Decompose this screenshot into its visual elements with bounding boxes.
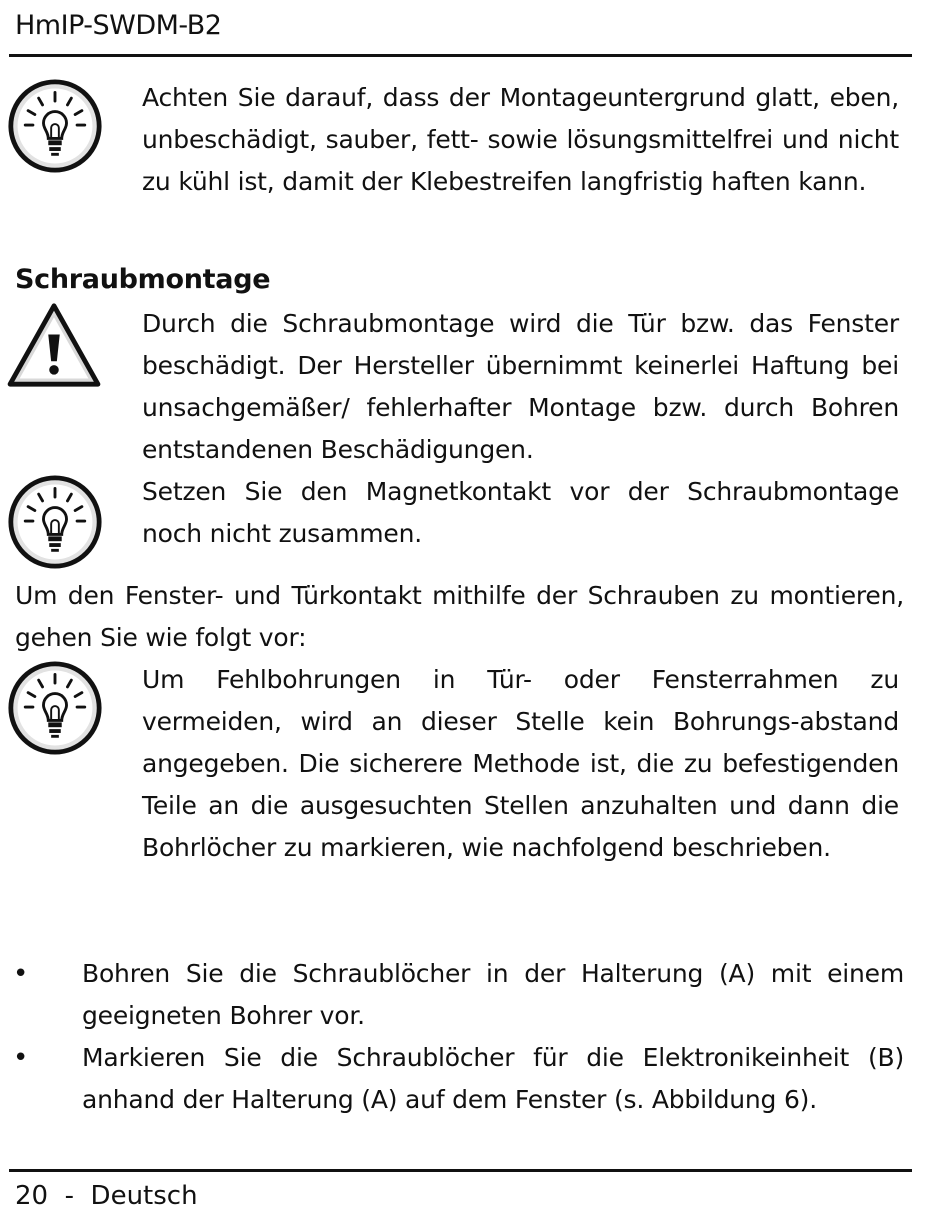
- lightbulb-icon: [7, 660, 103, 756]
- section-heading: Schraubmontage: [15, 264, 271, 295]
- tip-text-magnet-contact: Setzen Sie den Magnetkontakt vor der Schraubmontage noch nicht zusammen.: [142, 477, 899, 548]
- warning-text-screw-mounting: Durch die Schraubmontage wird die Tür bzw. das Fenster beschädigt. Der Hersteller übernimmt keinerlei Haftung bei unsachgemäßer/ fehlerhafter Montage bzw. durch Bohren entstandenen Beschädigungen.: [142, 309, 899, 464]
- footer-separator: -: [64, 1181, 75, 1211]
- list-item: Markieren Sie die Schraublöcher für die Elektronikeinheit (B) anhand der Halterung (A) auf dem Fenster (s. Abbildung 6).: [82, 1043, 904, 1114]
- header-divider: [9, 54, 912, 57]
- lightbulb-icon: [7, 78, 103, 174]
- footer-language: Deutsch: [90, 1181, 198, 1211]
- tip-text-drill-holes: Um Fehlbohrungen in Tür- oder Fensterrahmen zu vermeiden, wird an dieser Stelle kein Bohrungs-abstand angegeben. Die sicherere Methode ist, die zu befestigenden Teile an die ausgesuchten Stellen anzuhalten und dann die Bohrlöcher zu markieren, wie nachfolgend beschrieben.: [142, 665, 899, 862]
- lightbulb-icon: [7, 474, 103, 570]
- list-bullet: •: [13, 1043, 29, 1073]
- list-item: Bohren Sie die Schraublöcher in der Halterung (A) mit einem geeigneten Bohrer vor.: [82, 959, 904, 1030]
- page-number: 20: [15, 1181, 49, 1211]
- intro-paragraph: Um den Fenster- und Türkontakt mithilfe der Schrauben zu montieren, gehen Sie wie folgt vor:: [15, 581, 904, 652]
- warning-icon: [6, 302, 102, 388]
- page-header-title: HmIP-SWDM-B2: [15, 10, 222, 41]
- list-bullet: •: [13, 959, 29, 989]
- page-footer: [15, 1181, 198, 1211]
- footer-divider: [9, 1169, 912, 1172]
- tip-text-mounting-surface: Achten Sie darauf, dass der Montageuntergrund glatt, eben, unbeschädigt, sauber, fett- sowie lösungsmittelfrei und nicht zu kühl ist, damit der Klebestreifen langfristig haften kann.: [142, 83, 899, 196]
